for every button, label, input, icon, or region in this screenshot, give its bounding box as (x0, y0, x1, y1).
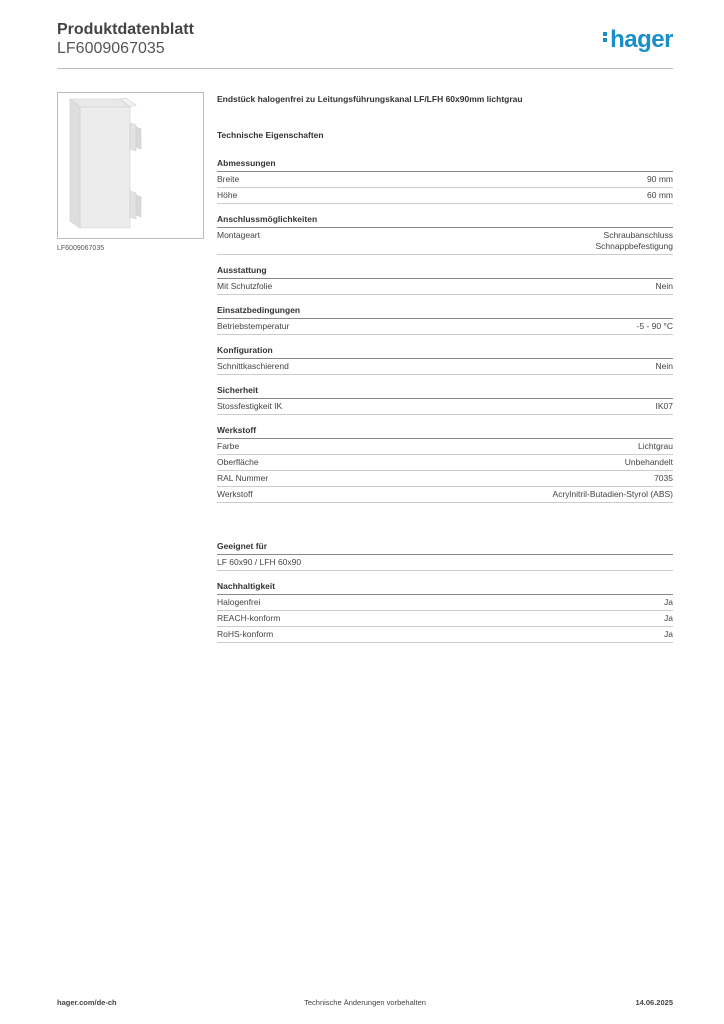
group-nachhaltigkeit (217, 581, 673, 643)
property-label: Oberfläche (217, 457, 259, 467)
header-divider (57, 68, 673, 69)
property-label: LF 60x90 / LFH 60x90 (217, 557, 302, 567)
group-sicherheit (217, 385, 673, 415)
property-row (217, 228, 673, 255)
property-value: Unbehandelt (624, 457, 673, 467)
property-value-multi (595, 230, 673, 252)
group-title: Geeignet für (217, 541, 673, 555)
end-cap-product-icon (58, 93, 203, 238)
property-label: Werkstoff (217, 489, 253, 499)
property-value: 60 mm (647, 190, 673, 200)
group-einsatz (217, 305, 673, 335)
property-value: Acrylnitril-Butadien-Styrol (ABS) (552, 489, 673, 499)
page-title: Produktdatenblatt (57, 21, 194, 38)
property-value: Nein (655, 281, 673, 291)
product-description: Endstück halogenfrei zu Leitungsführungskanal LF/LFH 60x90mm lichtgrau (217, 94, 523, 104)
property-row (217, 172, 673, 188)
property-label: Montageart (217, 230, 260, 240)
footer-website-link[interactable]: hager.com/de-ch (57, 998, 117, 1007)
group-geeignet (217, 541, 673, 571)
property-value: Ja (664, 597, 673, 607)
property-label: RAL Nummer (217, 473, 269, 483)
footer-notice: Technische Änderungen vorbehalten (304, 998, 426, 1007)
group-title: Ausstattung (217, 265, 673, 279)
property-label: Farbe (217, 441, 240, 451)
group-ausstattung (217, 265, 673, 295)
property-label: Breite (217, 174, 240, 184)
group-title: Abmessungen (217, 158, 673, 172)
property-row (217, 188, 673, 204)
property-label: Halogenfrei (217, 597, 261, 607)
group-title: Konfiguration (217, 345, 673, 359)
section-heading: Technische Eigenschaften (217, 130, 324, 140)
property-row (217, 595, 673, 611)
group-title: Sicherheit (217, 385, 673, 399)
hager-logo (603, 26, 673, 54)
property-label: Betriebstemperatur (217, 321, 290, 331)
property-value: Ja (664, 629, 673, 639)
property-label: Stossfestigkeit IK (217, 401, 283, 411)
group-title: Werkstoff (217, 425, 673, 439)
group-abmessungen (217, 158, 673, 204)
spacer (217, 513, 673, 541)
property-label: Schnittkaschierend (217, 361, 289, 371)
page-header (57, 20, 673, 58)
property-row (217, 399, 673, 415)
property-value: Schnappbefestigung (595, 241, 673, 251)
footer-date: 14.06.2025 (635, 998, 673, 1007)
property-label: REACH-konform (217, 613, 281, 623)
property-value: IK07 (655, 401, 673, 411)
property-row (217, 319, 673, 335)
logo-dots-icon (603, 30, 609, 44)
image-caption: LF6009067035 (57, 245, 105, 252)
property-value: Lichtgrau (638, 441, 673, 451)
property-label: Höhe (217, 190, 238, 200)
property-row (217, 471, 673, 487)
properties-section (217, 94, 673, 653)
property-row (217, 487, 673, 503)
group-anschluss (217, 214, 673, 255)
property-value: -5 - 90 °C (636, 321, 673, 331)
property-value: Nein (655, 361, 673, 371)
product-number: LF6009067035 (57, 40, 165, 57)
property-row (217, 279, 673, 295)
property-value: 7035 (654, 473, 673, 483)
product-image (57, 92, 204, 239)
property-row (217, 359, 673, 375)
group-konfiguration (217, 345, 673, 375)
group-title: Anschlussmöglichkeiten (217, 214, 673, 228)
property-row (217, 627, 673, 643)
group-werkstoff (217, 425, 673, 503)
property-value: Ja (664, 613, 673, 623)
property-value: 90 mm (647, 174, 673, 184)
property-label: RoHS-konform (217, 629, 274, 639)
property-label: Mit Schutzfolie (217, 281, 273, 291)
logo-text: hager (610, 26, 673, 53)
property-row (217, 555, 673, 571)
property-value: Schraubanschluss (603, 230, 673, 240)
group-title: Nachhaltigkeit (217, 581, 673, 595)
property-row (217, 455, 673, 471)
property-row (217, 611, 673, 627)
group-title: Einsatzbedingungen (217, 305, 673, 319)
property-row (217, 439, 673, 455)
